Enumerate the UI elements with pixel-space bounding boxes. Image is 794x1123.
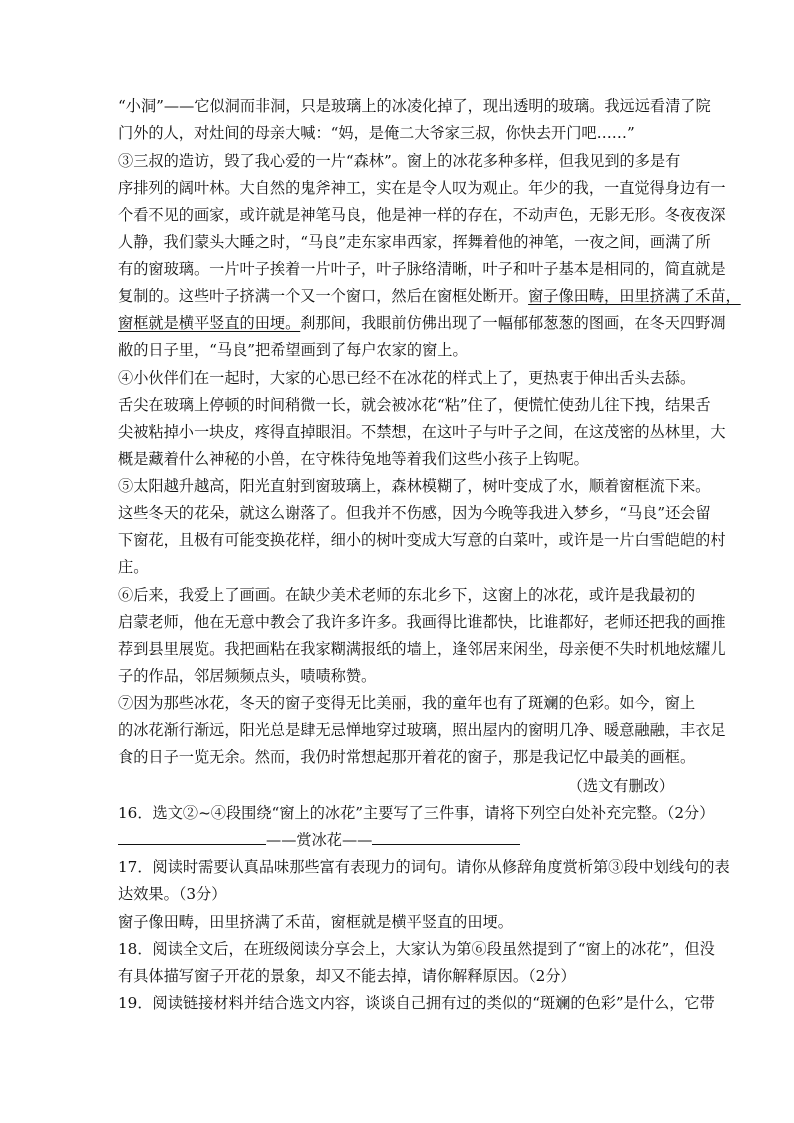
passage-line: ⑤太阳越升越高，阳光直射到窗玻璃上，森林模糊了，树叶变成了水，顺着窗框流下来。 — [118, 477, 711, 495]
question-18: 18．阅读全文后，在班级阅读分享会上，大家认为第⑥段虽然提到了“窗上的冰花”，但没 — [118, 940, 715, 958]
question-16-middle: ——赏冰花—— — [266, 831, 373, 849]
passage-line — [118, 313, 726, 333]
passage-line: 荐到县里展览。我把画粘在我家糊满报纸的墙上，逢邻居来闲坐，母亲便不失时机地炫耀儿 — [118, 640, 726, 658]
passage-line: 启蒙老师，他在无意中教会了我许多许多。我画得比谁都快，比谁都好，老师还把我的画推 — [118, 613, 726, 631]
passage-text: 刹那间，我眼前仿佛出现了一幅郁郁葱葱的图画，在冬天四野凋 — [300, 314, 726, 332]
passage-line: 概是藏着什么神秘的小兽，在守株待兔地等着我们这些小孩子上钩呢。 — [118, 450, 589, 468]
answer-blank[interactable] — [372, 830, 520, 845]
passage-line: 序排列的阔叶林。大自然的鬼斧神工，实在是令人叹为观止。年少的我，一直觉得身边有一 — [118, 179, 726, 197]
passage-line: ③三叔的造访，毁了我心爱的一片“森林”。窗上的冰花多种多样，但我见到的多是有 — [118, 152, 681, 170]
passage-line: 的冰花渐行渐远，阳光总是肆无忌惮地穿过玻璃，照出屋内的窗明几净、暖意融融，丰衣足 — [118, 721, 726, 739]
passage-line: 个看不见的画家，或许就是神笔马良，他是神一样的存在，不动声色，无影无形。冬夜夜深 — [118, 206, 726, 224]
question-17-sentence: 窗子像田畴，田里挤满了禾苗，窗框就是横平竖直的田埂。 — [118, 913, 513, 931]
passage-text: 复制的。这些叶子挤满一个又一个窗口，然后在窗框处断开。 — [118, 287, 529, 305]
question-19: 19．阅读链接材料并结合选文内容，谈谈自己拥有过的类似的“斑斓的色彩”是什么，它带 — [118, 994, 715, 1012]
passage-line: ⑦因为那些冰花，冬天的窗子变得无比美丽，我的童年也有了斑斓的色彩。如今，窗上 — [118, 694, 696, 712]
underlined-sentence: 窗框就是横平竖直的田埂。 — [118, 314, 301, 332]
passage-line: 子的作品，邻居频频点头，啧啧称赞。 — [118, 667, 377, 685]
question-16-blanks — [118, 830, 520, 850]
passage-line: 门外的人，对灶间的母亲大喊：“妈，是俺二大爷家三叔，你快去开门吧……” — [118, 124, 635, 142]
passage-line: ④小伙伴们在一起时，大家的心思已经不在冰花的样式上了，更热衷于伸出舌头去舔。 — [118, 369, 696, 387]
question-17: 达效果。（3分） — [118, 885, 227, 903]
passage-line: 敝的日子里，“马良”把希望画到了每户农家的窗上。 — [118, 341, 468, 359]
passage-line: 尖被粘掉小一块皮，疼得直掉眼泪。不禁想，在这叶子与叶子之间，在这茂密的丛林里，大 — [118, 423, 726, 441]
passage-line: 这些冬天的花朵，就这么谢落了。但我并不伤感，因为今晚等我进入梦乡，“马良”还会留 — [118, 504, 711, 522]
passage-line: ⑥后来，我爱上了画画。在缺少美术老师的东北乡下，这窗上的冰花，或许是我最初的 — [118, 586, 696, 604]
passage-line: “小洞”——它似洞而非洞，只是玻璃上的冰凌化掉了，现出透明的玻璃。我远远看清了院 — [118, 97, 711, 115]
passage-line: 有的窗玻璃。一片叶子挨着一片叶子，叶子脉络清晰，叶子和叶子基本是相同的，简直就是 — [118, 260, 726, 278]
passage-line — [118, 286, 741, 306]
underlined-sentence: 窗子像田畴，田里挤满了禾苗， — [528, 287, 741, 305]
question-16: 16．选文②~④段围绕“窗上的冰花”主要写了三件事，请将下列空白处补充完整。（2分） — [118, 804, 715, 822]
passage-line: 食的日子一览无余。然而，我仍时常想起那开着花的窗子，那是我记忆中最美的画框。 — [118, 748, 696, 766]
source-note: （选文有删改） — [567, 777, 674, 795]
question-18: 有具体描写窗子开花的景象，却又不能去掉，请你解释原因。（2分） — [118, 967, 576, 985]
question-17: 17．阅读时需要认真品味那些富有表现力的词句。请你从修辞角度赏析第③段中划线句的表 — [118, 858, 730, 876]
answer-blank[interactable] — [118, 830, 266, 845]
passage-line: 人静，我们蒙头大睡之时，“马良”走东家串西家，挥舞着他的神笔，一夜之间，画满了所 — [118, 233, 711, 251]
passage-line: 下窗花，且极有可能变换花样，细小的树叶变成大写意的白菜叶，或许是一片白雪皑皑的村 — [118, 531, 726, 549]
passage-line: 庄。 — [118, 558, 149, 576]
passage-line: 舌尖在玻璃上停顿的时间稍微一长，就会被冰花“粘”住了，便慌忙使劲儿往下拽，结果舌 — [118, 396, 711, 414]
